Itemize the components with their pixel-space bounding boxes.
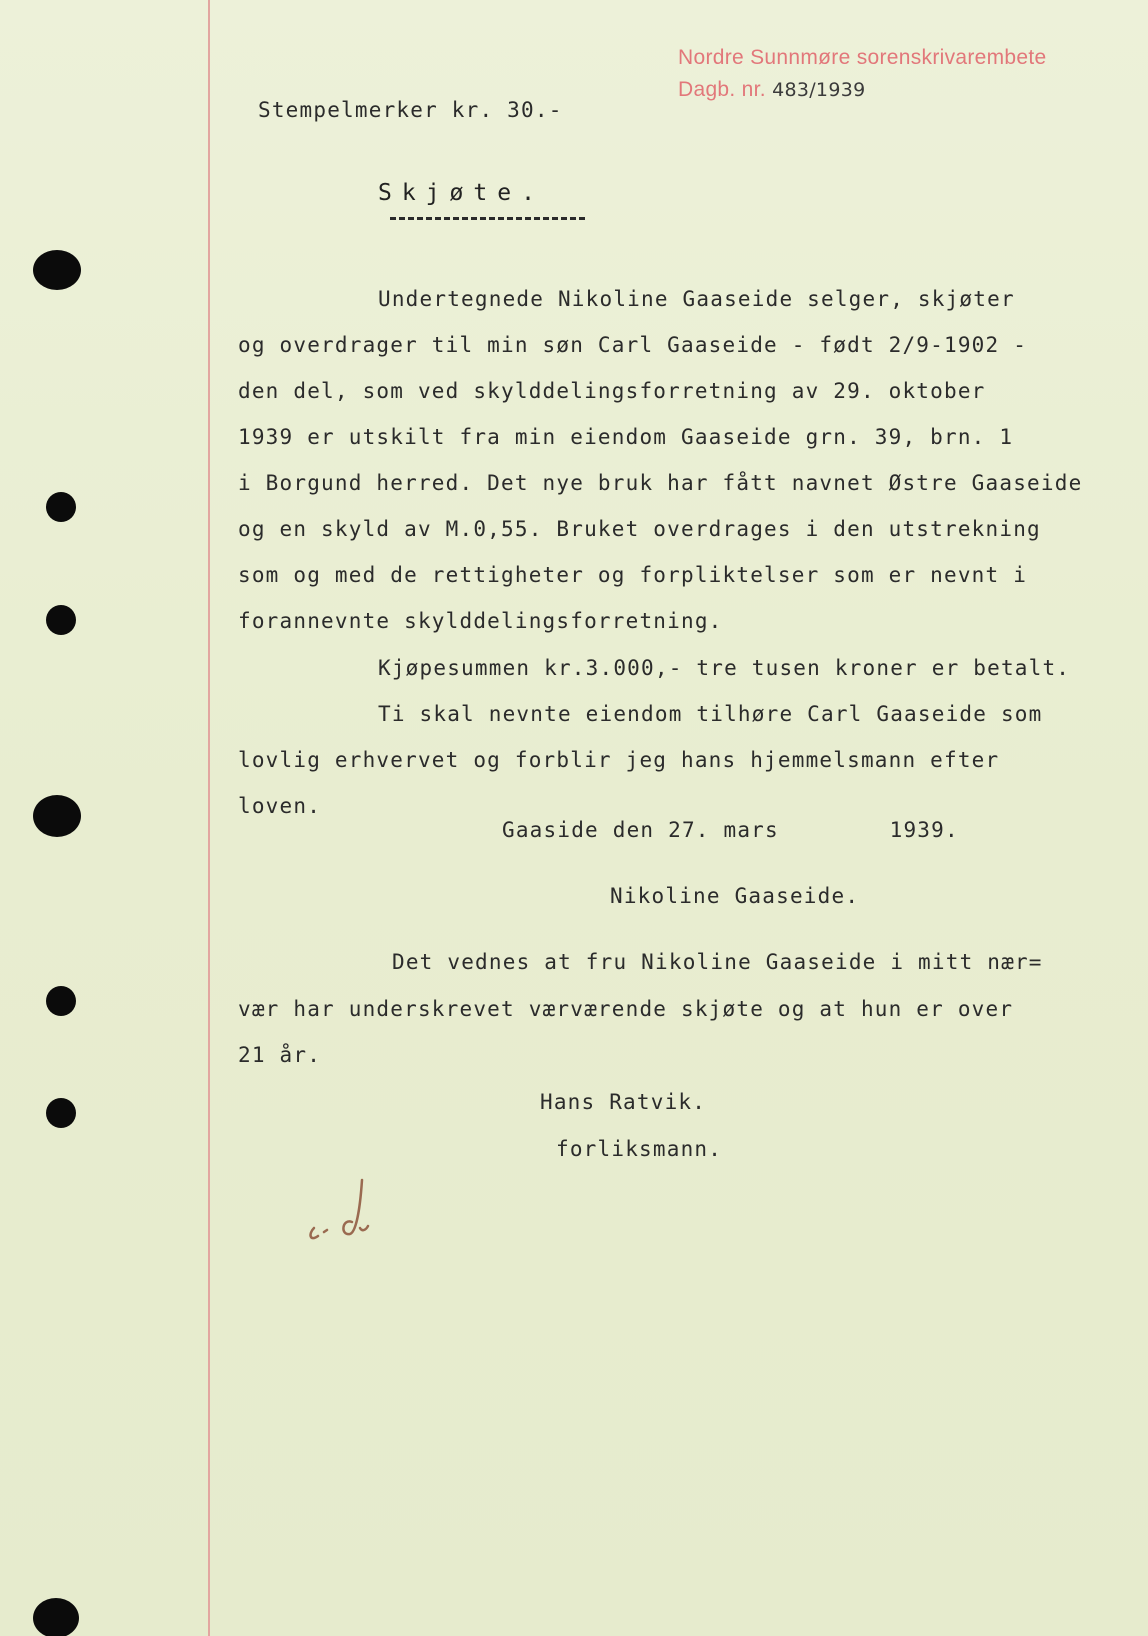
witness-name: Hans Ratvik. <box>540 1090 707 1114</box>
body-line: i Borgund herred. Det nye bruk har fått navnet Østre Gaaseide <box>238 471 1083 495</box>
document-title: Skjøte. <box>378 180 545 206</box>
body-line: Undertegnede Nikoline Gaaseide selger, skjøter <box>378 287 1015 311</box>
body-line: lovlig erhvervet og forblir jeg hans hjemmelsmann efter <box>238 748 1000 772</box>
body-line: den del, som ved skylddelingsforretning av 29. oktober <box>238 379 986 403</box>
punch-hole <box>46 492 76 522</box>
body-line: Kjøpesummen kr.3.000,- tre tusen kroner er betalt. <box>378 656 1071 680</box>
punch-hole <box>33 250 81 290</box>
witness-title: forliksmann. <box>556 1137 723 1161</box>
body-line: loven. <box>238 794 322 818</box>
journal-number: 483/19 <box>772 79 841 101</box>
punch-hole <box>46 605 76 635</box>
punch-hole <box>33 795 81 837</box>
margin-rule <box>208 0 210 1636</box>
punch-hole <box>33 1598 79 1636</box>
journal-number-stamp <box>678 78 866 102</box>
journal-year: 39 <box>840 79 866 101</box>
handwritten-initials <box>300 1170 400 1250</box>
witness-line: vær har underskrevet værværende skjøte og at hun er over <box>238 997 1014 1021</box>
witness-line: Det vednes at fru Nikoline Gaaseide i mitt nær= <box>392 950 1043 974</box>
stamp-duty: Stempelmerker kr. 30.- <box>258 98 563 122</box>
journal-prefix: Dagb. nr. <box>678 78 766 101</box>
body-line: Ti skal nevnte eiendom tilhøre Carl Gaaseide som <box>378 702 1043 726</box>
body-line: og en skyld av M.0,55. Bruket overdrages i den utstrekning <box>238 517 1041 541</box>
punch-hole <box>46 1098 76 1128</box>
signature: Nikoline Gaaseide. <box>610 884 860 908</box>
place-date: Gaaside den 27. mars 1939. <box>502 818 959 842</box>
body-line: og overdrager til min søn Carl Gaaseide - født 2/9-1902 - <box>238 333 1028 357</box>
body-line: som og med de rettigheter og forpliktelser som er nevnt i <box>238 563 1028 587</box>
office-stamp: Nordre Sunnmøre sorenskrivarembete <box>678 46 1047 69</box>
witness-line: 21 år. <box>238 1043 322 1067</box>
body-line: forannevnte skylddelingsforretning. <box>238 609 723 633</box>
punch-hole <box>46 986 76 1016</box>
body-line: 1939 er utskilt fra min eiendom Gaaseide grn. 39, brn. 1 <box>238 425 1014 449</box>
title-underline <box>390 217 585 220</box>
